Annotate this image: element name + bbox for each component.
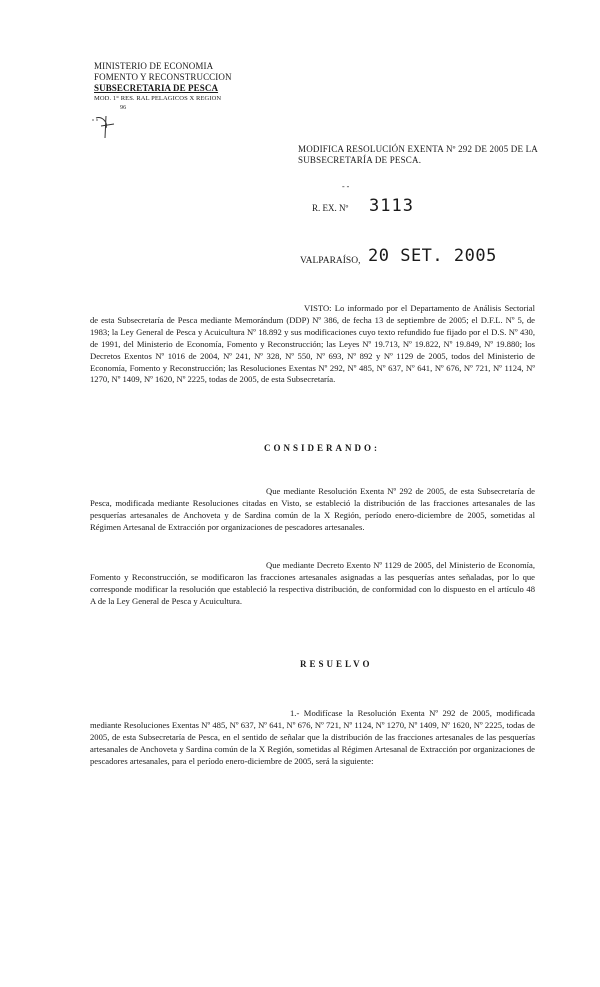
header-line-3: SUBSECRETARIA DE PESCA (94, 83, 219, 93)
header-line-4: MOD. 1° RES. RAL PELAGICOS X REGION (94, 95, 222, 102)
visto-paragraph: VISTO: Lo informado por el Departamento de Análisis Sectorial de esta Subsecretaría de Pesca mediante Memorándum (DDP) Nº 386, de fecha 13 de septiembre de 2005; el D.F.L. Nº 5, de 1983; la Ley General de Pesca y Acuicultura Nº 18.892 y sus modificaciones cuyo texto refundido fue fijado por el D.S. Nº 430, de 1991, del Ministerio de Economía, Fomento y Reconstrucción; las Leyes Nº 19.713, Nº 19.822, Nº 19.849, Nº 19.880; los Decretos Exentos Nº 1016 de 2004, Nº 241, Nº 328, Nº 550, Nº 693, Nº 892 y Nº 1129 de 2005, todos del Ministerio de Economía, Fomento y Reconstrucción; las Resoluciones Exentas Nº 292, Nº 485, Nº 637, Nº 641, Nº 676, Nº 721, Nº 1124, Nº 1270, Nº 1409, Nº 1620, Nº 2225, todas de 2005, de esta Subsecretaría. (90, 303, 535, 385)
considerando-paragraph-1: Que mediante Resolución Exenta Nº 292 de 2005, de esta Subsecretaría de Pesca, modificada mediante Resoluciones citadas en Visto, se estableció la distribución de las fracciones artesanales de las pesquerías artesanales de Anchoveta y de Sardina común de la X Región, período enero-diciembre de 2005, sometidas al Régimen Artesanal de Extracción por organizaciones de pescadores artesanales. (90, 486, 535, 532)
resolution-number: 3113 (369, 196, 414, 216)
resolution-label: R. EX. Nº (312, 203, 349, 213)
date-stamp: 20 SET. 2005 (368, 246, 497, 266)
considerando-heading: CONSIDERANDO: (264, 443, 381, 453)
resuelvo-heading: RESUELVO (300, 659, 373, 669)
subject-line: MODIFICA RESOLUCIÓN EXENTA Nº 292 DE 2005 DE LA SUBSECRETARÍA DE PESCA. (298, 144, 538, 165)
handwritten-initials (92, 104, 132, 144)
header-line-2: FOMENTO Y RECONSTRUCCION (94, 72, 232, 82)
place: VALPARAÍSO, (300, 256, 361, 266)
considerando-paragraph-2: Que mediante Decreto Exento Nº 1129 de 2005, del Ministerio de Economía, Fomento y Reconstrucción, se modificaron las fracciones artesanales asignadas a las pesquerías antes señaladas, por lo que corresponde modificar la resolución que estableció la respectiva distribución, de conformidad con lo dispuesto en el artículo 48 A de la Ley General de Pesca y Acuicultura. (90, 560, 535, 606)
header-line-5: 96 (120, 105, 127, 111)
header-line-1: MINISTERIO DE ECONOMIA (94, 61, 214, 71)
resuelvo-paragraph-1: 1.- Modifícase la Resolución Exenta Nº 292 de 2005, modificada mediante Resoluciones Exentas Nº 485, Nº 637, Nº 641, Nº 676, Nº 721, Nº 1124, Nº 1270, Nº 1409, Nº 1620, Nº 2225, todas de 2005, de esta Subsecretaría de Pesca, en el sentido de señalar que la distribución de las fracciones artesanales de las pesquerías artesanales de Anchoveta y Sardina común de la X Región, sometidas al Régimen Artesanal de Extracción por organizaciones de pescadores artesanales, para el período enero-diciembre de 2005, será la siguiente: (90, 708, 535, 766)
resolution-dash: - - (342, 182, 350, 191)
